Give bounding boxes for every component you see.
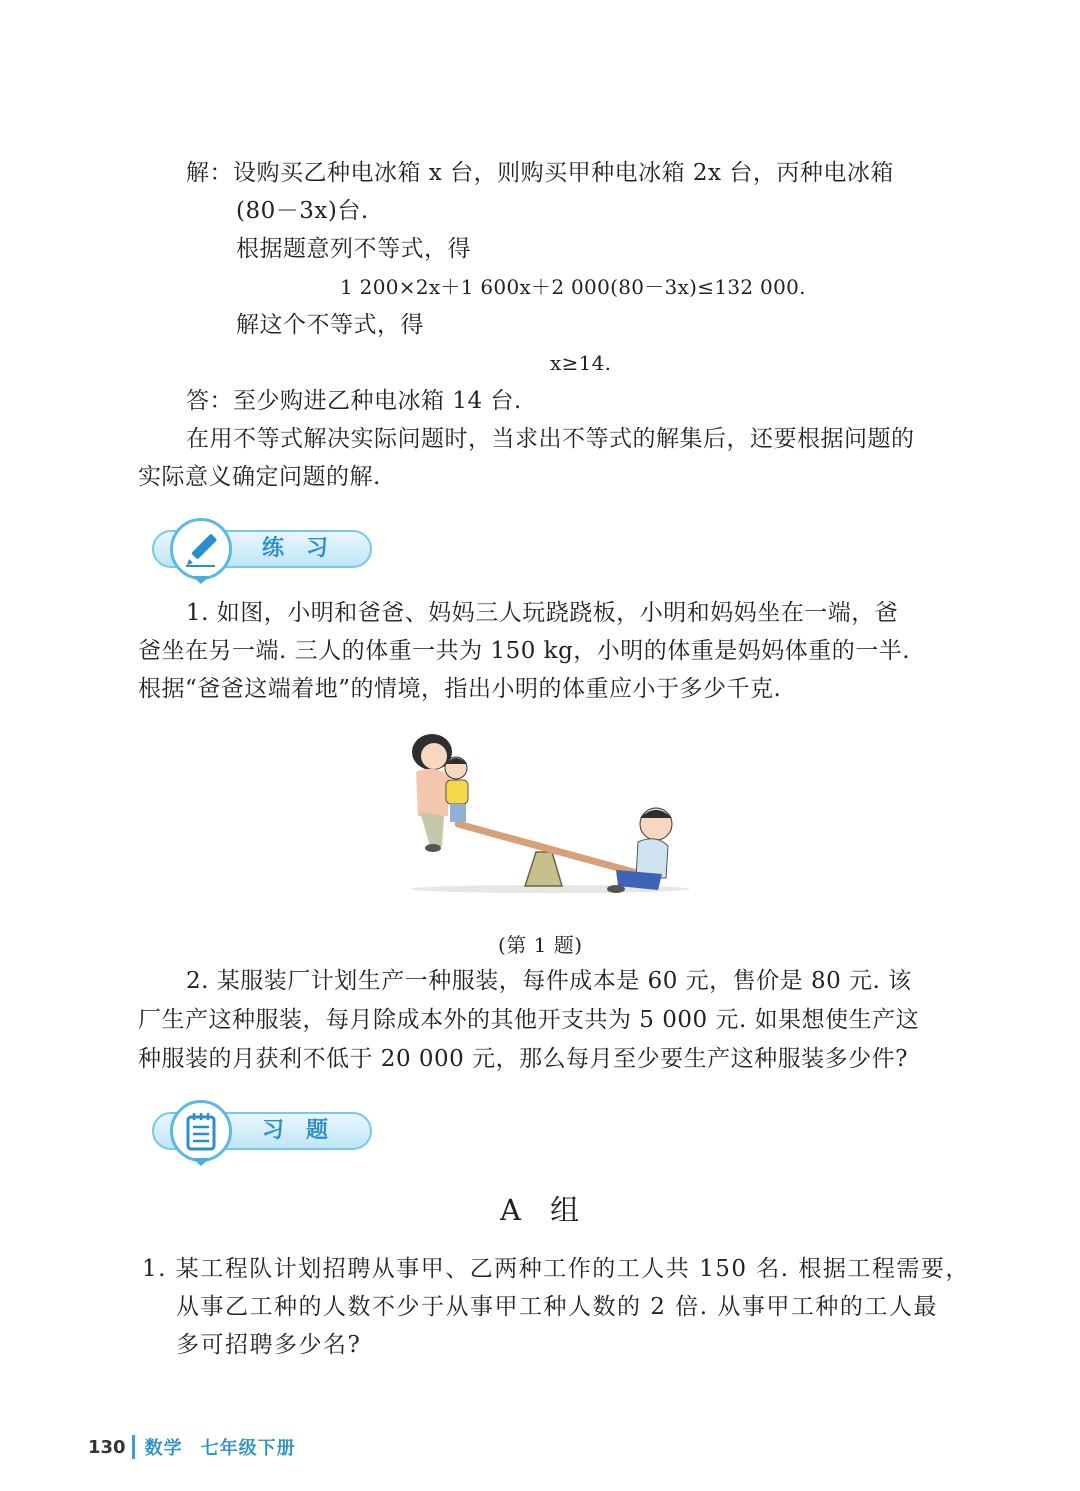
practice-q1-line-2: 爸坐在另一端. 三人的体重一共为 150 kg，小明的体重是妈妈体重的一半. (138, 638, 911, 664)
practice-q1-line-1: 1. 如图，小明和爸爸、妈妈三人玩跷跷板，小明和妈妈坐在一端，爸 (186, 600, 899, 626)
solution-line-2: (80－3x)台. (236, 198, 369, 224)
seesaw-illustration (400, 706, 690, 906)
solution-line-3: 根据题意列不等式，得 (236, 236, 471, 262)
xiaoming-figure (445, 757, 468, 822)
figure-caption: (第 1 题) (498, 933, 583, 957)
book-title (145, 1434, 314, 1460)
solution-result: x≥14. (550, 351, 612, 375)
solution-line-4: 解这个不等式，得 (236, 312, 424, 338)
section-arrow-icon (192, 576, 210, 584)
page-footer (88, 1432, 314, 1462)
note-line-1: 在用不等式解决实际问题时，当求出不等式的解集后，还要根据问题的 (186, 426, 915, 452)
practice-q2-line-1: 2. 某服装厂计划生产一种服装，每件成本是 60 元，售价是 80 元. 该 (186, 968, 912, 994)
exercise-q1-line-1: 1. 某工程队计划招聘从事甲、乙两种工作的工人共 150 名. 根据工程需要， (142, 1256, 970, 1282)
group-title: A 组 (500, 1193, 590, 1227)
solution-line-1: 解：设购买乙种电冰箱 x 台，则购买甲种电冰箱 2x 台，丙种电冰箱 (186, 160, 894, 186)
exercise-section-label: 习题 (262, 1118, 351, 1143)
note-line-2: 实际意义确定问题的解. (138, 464, 381, 490)
practice-q1-line-3: 根据“爸爸这端着地”的情境，指出小明的体重应小于多少千克. (138, 676, 782, 702)
notepad-icon (170, 1100, 232, 1162)
practice-section-label: 练习 (262, 536, 351, 561)
book-subject: 数学 (144, 1438, 183, 1459)
page-number: 130 (88, 1436, 126, 1458)
practice-section-header (138, 514, 374, 584)
pencil-icon (170, 518, 232, 580)
father-figure (607, 808, 672, 893)
book-grade: 七年级下册 (200, 1438, 296, 1459)
exercise-section-header (138, 1096, 374, 1166)
practice-q2-line-2: 厂生产这种服装，每月除成本外的其他开支共为 5 000 元. 如果想使生产这 (138, 1007, 920, 1033)
section-arrow-icon (192, 1158, 210, 1166)
exercise-q1-line-3: 多可招聘多少名? (176, 1332, 362, 1358)
practice-q2-line-3: 种服装的月获利不低于 20 000 元，那么每月至少要生产这种服装多少件? (138, 1046, 908, 1072)
footer-divider (132, 1435, 135, 1459)
exercise-q1-line-2: 从事乙工种的人数不少于从事甲工种人数的 2 倍. 从事甲工种的工人最 (176, 1294, 938, 1320)
solution-answer: 答：至少购进乙种电冰箱 14 台. (186, 388, 522, 414)
inequality-formula: 1 200×2x＋1 600x＋2 000(80－3x)≤132 000. (340, 275, 806, 299)
seesaw-pivot (525, 852, 562, 886)
